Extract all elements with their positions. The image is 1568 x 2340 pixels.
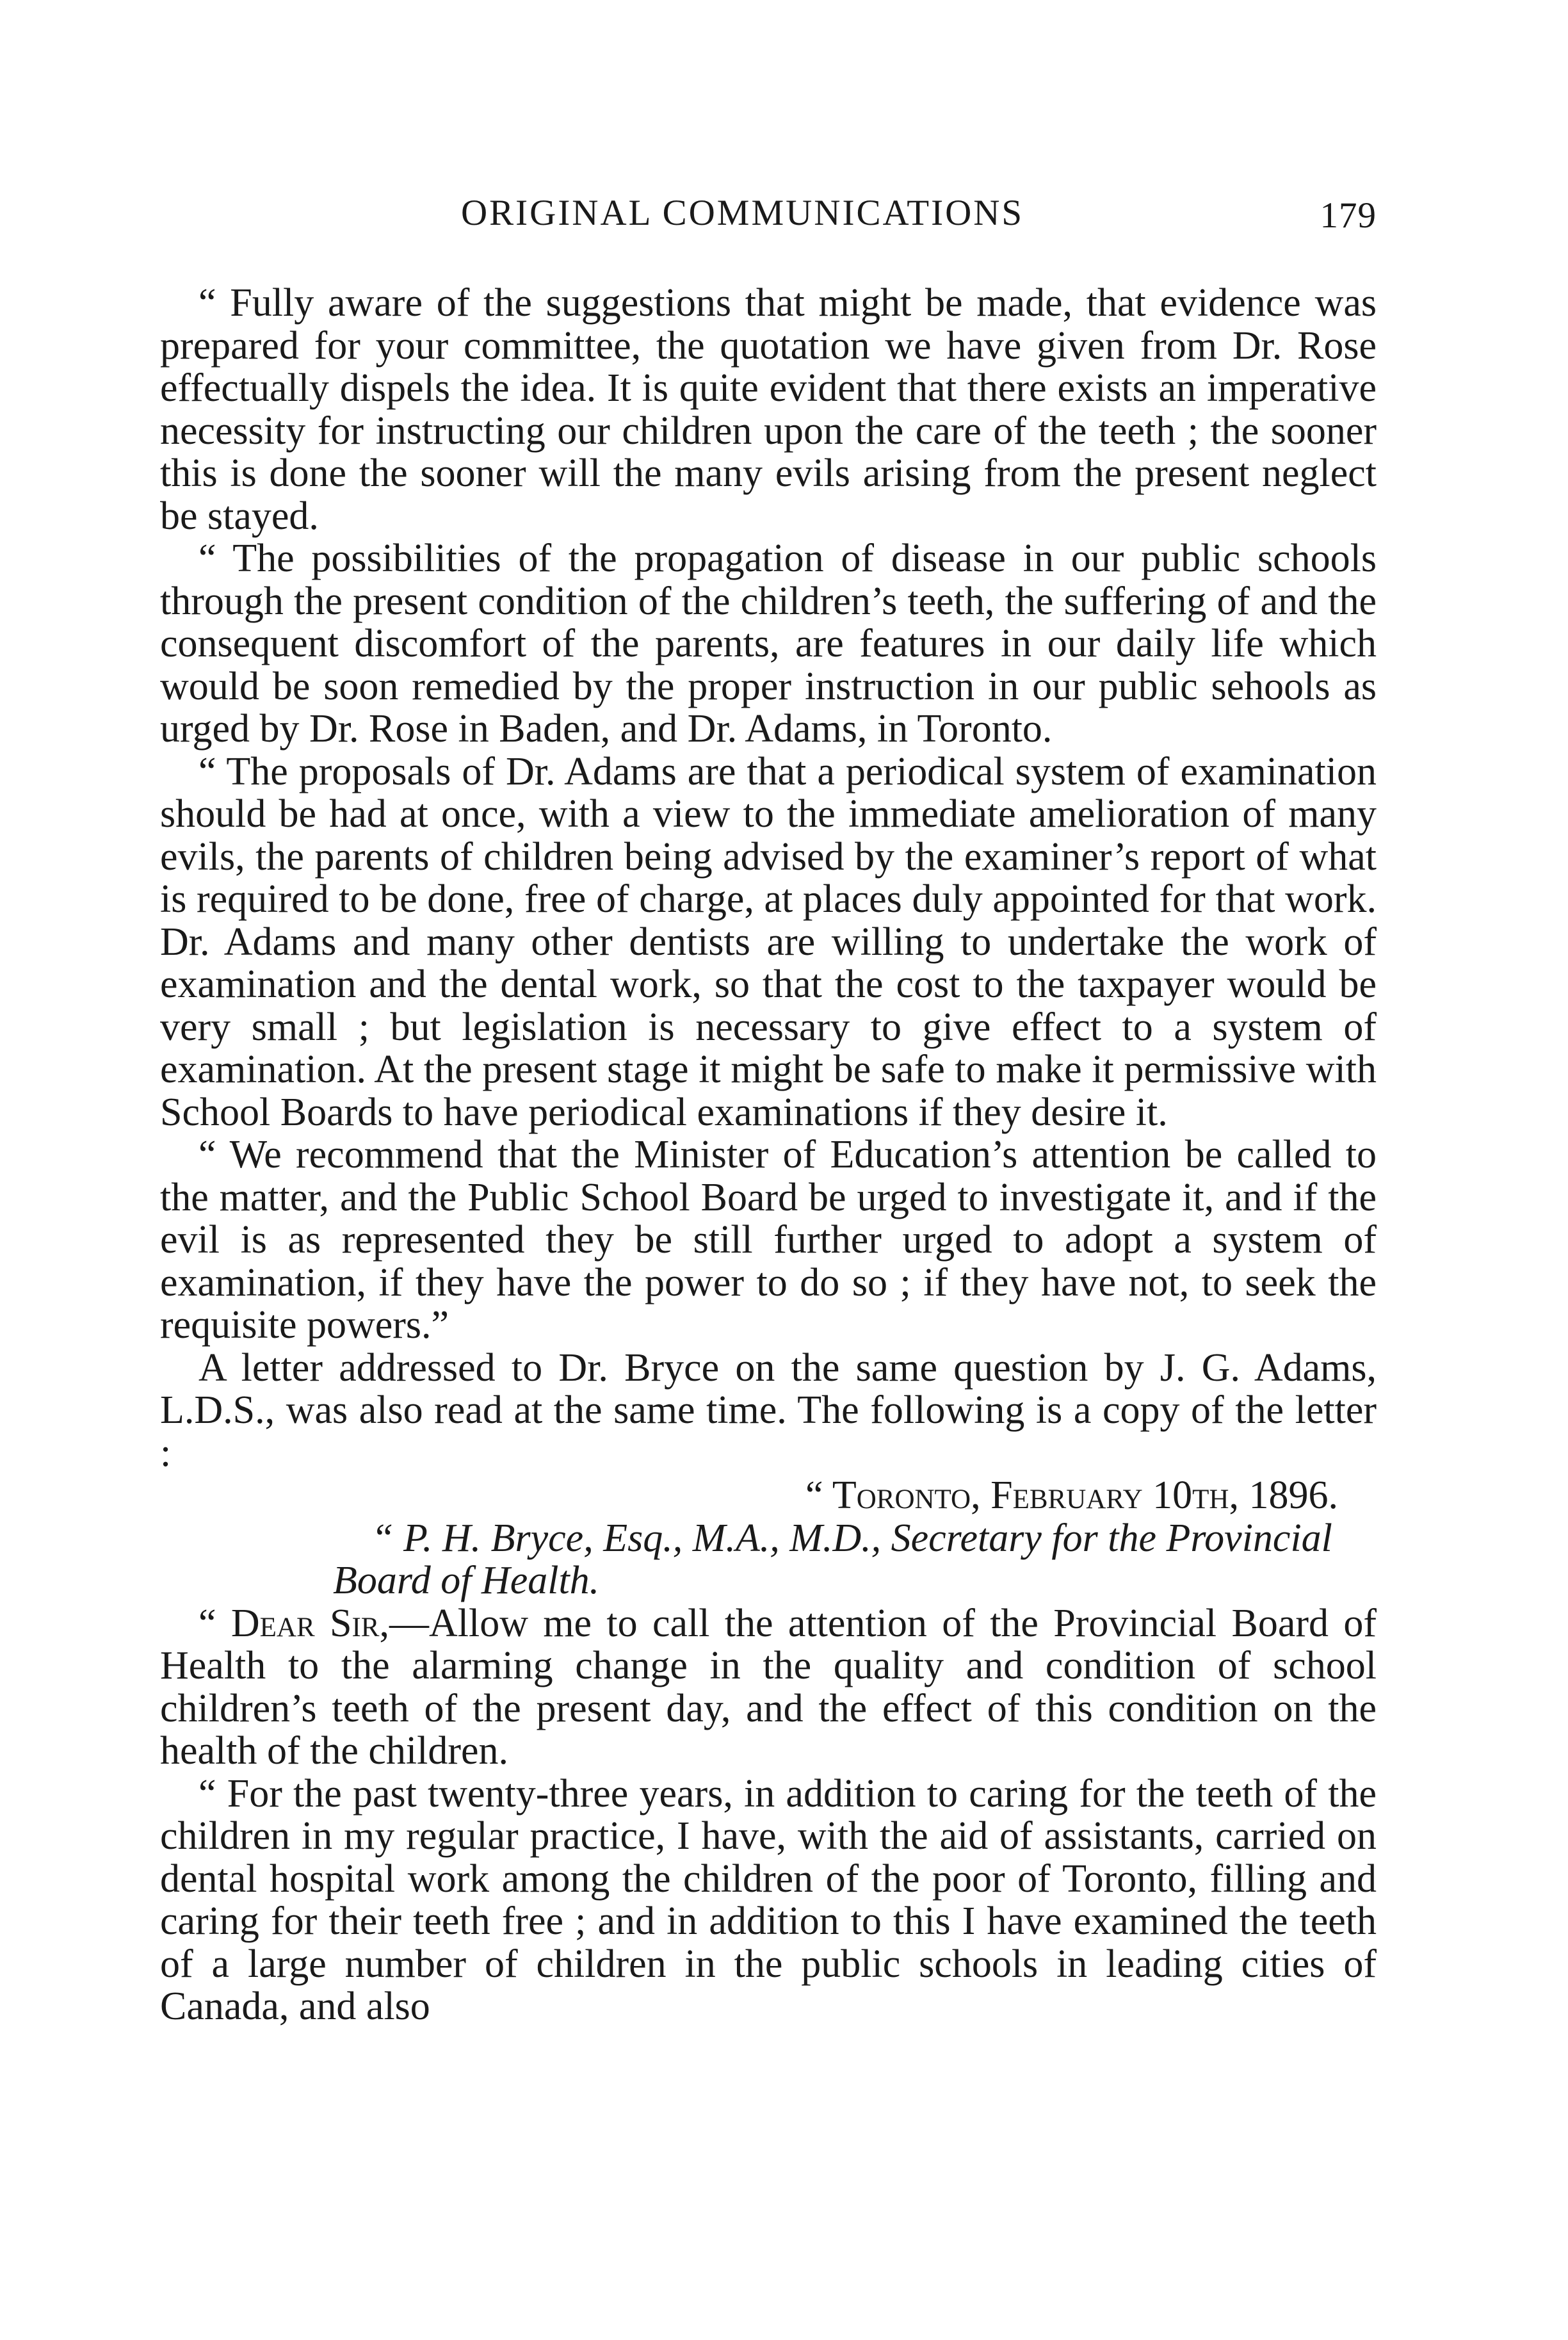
running-head-title: ORIGINAL COMMUNICATIONS [461,193,1024,233]
paragraph: “ We recommend that the Minister of Education’s attention be called to the matter, and the Public School Board be urged to investigate it, and if the evil is as represented they be still further urged to adopt a system of examination, if they have the power to do so ; if they have not, to seek the requisite powers.” [160,1133,1377,1347]
letter-paragraph [160,1602,1377,1773]
letter-greeting-text: —Allow me to call the attention of the Provincial Board of Health to the alarming change in the quality and condition of school children’s teeth of the present day, and the effect of this condition on the health of the children. [160,1601,1377,1773]
letter-salutation: “ P. H. Bryce, Esq., M.A., M.D., Secretary for the Provincial Board of Health. [333,1516,1332,1602]
running-head [160,192,1377,250]
book-page [160,192,1377,2028]
page-number: 179 [1320,195,1377,236]
letter-date-line: “ Toronto, February 10th, 1896. [805,1474,1338,1517]
body-text [160,282,1377,2028]
paragraph: “ The possibilities of the propagation of disease in our public schools through the present condition of the children’s teeth, the suffering of and the consequent discomfort of the parents, are features in our daily life which would be soon remedied by the proper instruction in our public sehools as urged by Dr. Rose in Baden, and Dr. Adams, in Toronto. [160,537,1377,751]
paragraph: A letter addressed to Dr. Bryce on the same question by J. G. Adams, L.D.S., was also read at the same time. The following is a copy of the letter : [160,1345,1377,1475]
paragraph: “ Fully aware of the suggestions that might be made, that evidence was prepared for your committee, the quotation we have given from Dr. Rose effectually dispels the idea. It is quite evident that there exists an imperative necessity for instructing our children upon the care of the teeth ; the sooner this is done the sooner will the many evils arising from the present neglect be stayed. [160,281,1377,538]
letter-greeting: “ Dear Sir, [198,1601,389,1645]
letter-paragraph: “ For the past twenty-three years, in addition to caring for the teeth of the children in my regular practice, I have, with the aid of assistants, carried on dental hospital work among the children of the poor of Toronto, filling and caring for their teeth free ; and in addition to this I have examined the teeth of a large number of children in the public schools in leading cities of Canada, and also [160,1771,1377,2028]
paragraph: “ The proposals of Dr. Adams are that a periodical system of examination should be had at once, with a view to the immediate amelioration of many evils, the parents of children being advised by the examiner’s report of what is required to be done, free of charge, at places duly appointed for that work. Dr. Adams and many other dentists are willing to undertake the work of examination and the dental work, so that the cost to the taxpayer would be very small ; but legislation is necessary to give effect to a system of examination. At the present stage it might be safe to make it permissive with School Boards to have periodical examinations if they desire it. [160,749,1377,1134]
